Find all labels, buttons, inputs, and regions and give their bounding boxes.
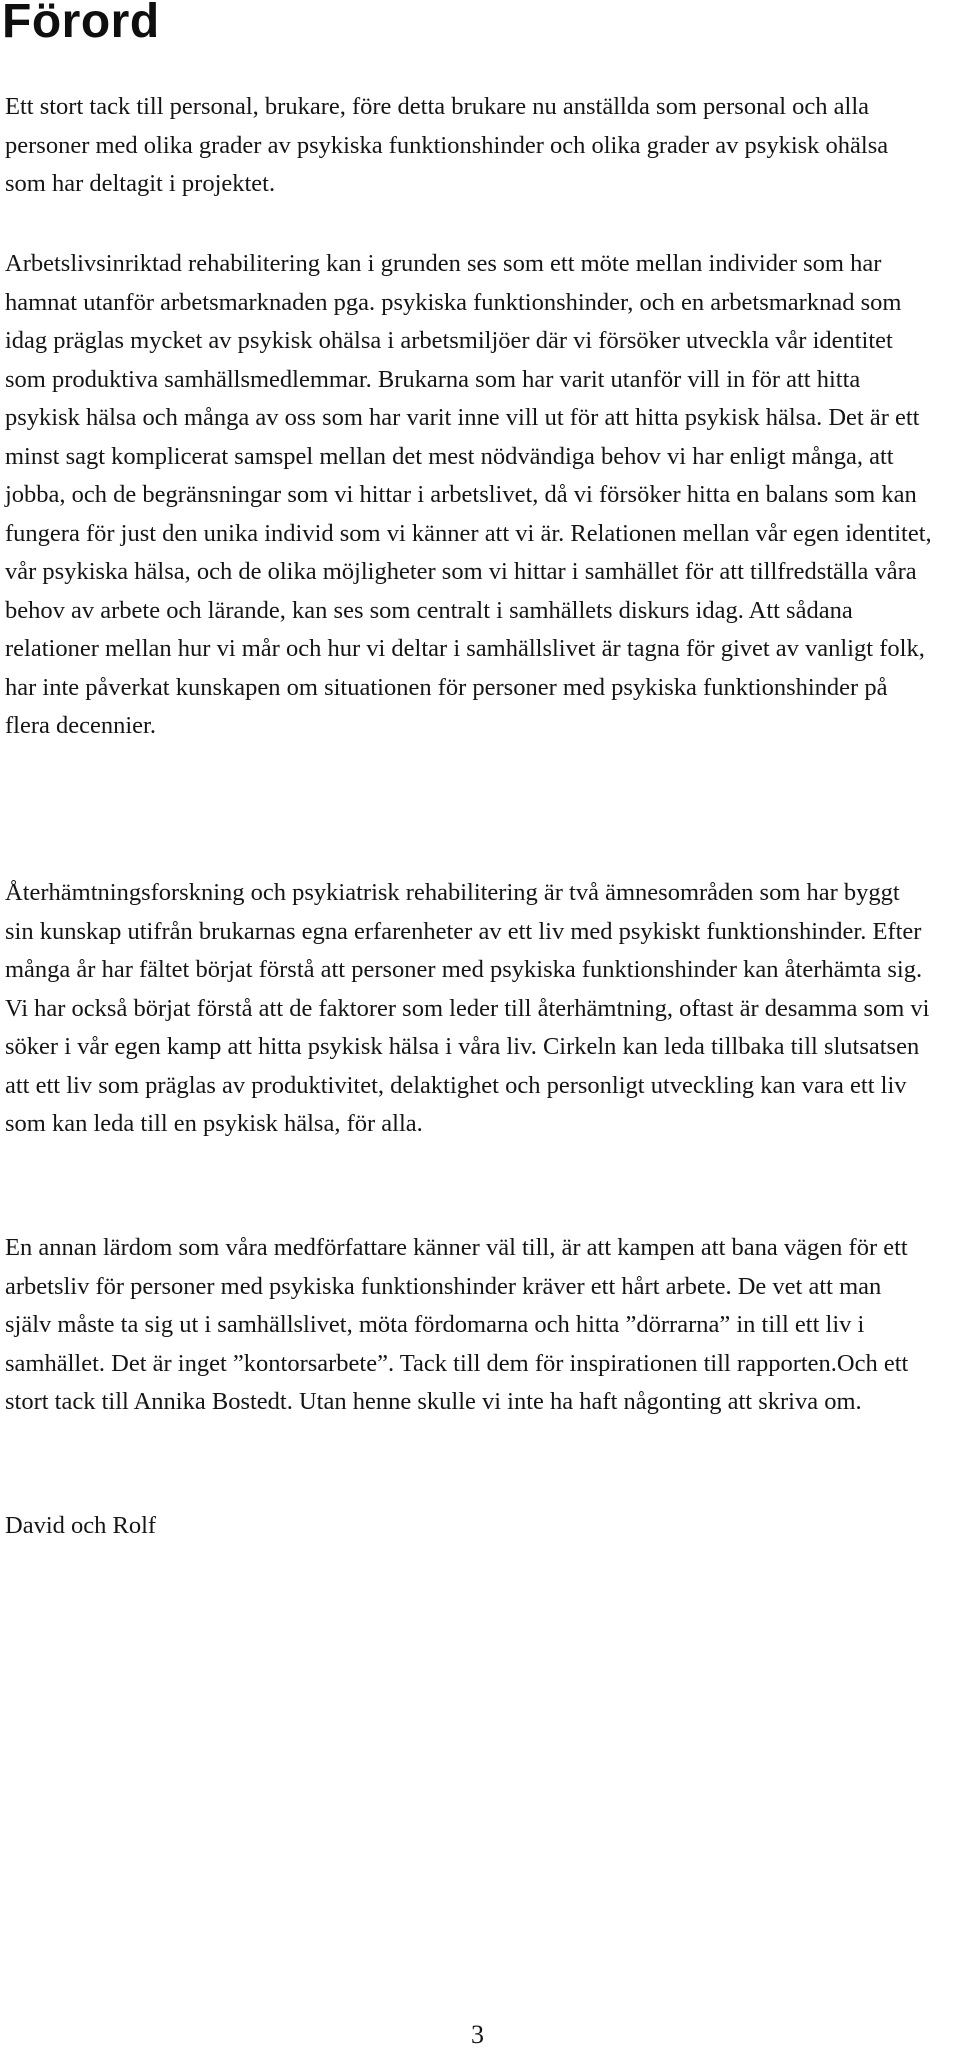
paragraph-acknowledgement: Ett stort tack till personal, brukare, före detta brukare nu anställda som personal och alla personer med olika grader av psykiska funktionshinder och olika grader av psykisk ohälsa som har deltagit i projektet. xyxy=(5,93,889,197)
page-title: Förord xyxy=(2,0,160,48)
paragraph-lessons: En annan lärdom som våra medförfattare känner väl till, är att kampen att bana vägen för ett arbetsliv för personer med psykiska funktionshinder kräver ett hårt arbete. De vet att man själv måste ta sig ut i samhällslivet, möta fördomarna och hitta ”dörrarna” in till ett liv i samhället. Det är inget ”kontorsarbete”. Tack till dem för inspirationen till rapporten.Och ett stort tack till Annika Bostedt. Utan henne skulle vi inte ha haft någonting att skriva om. xyxy=(5,1234,909,1415)
signature: David och Rolf xyxy=(5,1512,157,1539)
paragraph-rehabilitation: Arbetslivsinriktad rehabilitering kan i grunden ses som ett möte mellan individer som har hamnat utanför arbetsmarknaden pga. psykiska funktionshinder, och en arbetsmarknad som idag präglas mycket av psykisk ohälsa i arbetsmiljöer där vi försöker utveckla vår identitet som produktiva samhällsmedlemmar. Brukarna som har varit utanför vill in för att hitta psykisk hälsa och många av oss som har varit inne vill ut för att hitta psykisk hälsa. Det är ett minst sagt komplicerat samspel mellan det mest nödvändiga behov vi har enligt många, att jobba, och de begränsningar som vi hittar i arbetslivet, då vi försöker hitta en balans som kan fungera för just den unika individ som vi känner att vi är. Relationen mellan vår egen identitet, vår psykiska hälsa, och de olika möjligheter som vi hittar i samhället för att tillfredställa våra behov av arbete och lärande, kan ses som centralt i samhällets diskurs idag. Att sådana relationer mellan hur vi mår och hur vi deltar i samhällslivet är tagna för givet av vanligt folk, har inte påverkat kunskapen om situationen för personer med psykiska funktionshinder på flera decennier. xyxy=(5,250,932,739)
paragraph-recovery-research: Återhämtningsforskning och psykiatrisk rehabilitering är två ämnesområden som har byggt sin kunskap utifrån brukarnas egna erfarenheter av ett liv med psykiskt funktionshinder. Efter många år har fältet börjat förstå att personer med psykiska funktionshinder kan återhämta sig. Vi har också börjat förstå att de faktorer som leder till återhämtning, oftast är desamma som vi söker i vår egen kamp att hitta psykisk hälsa i våra liv. Cirkeln kan leda tillbaka till slutsatsen att ett liv som präglas av produktivitet, delaktighet och personligt utveckling kan vara ett liv som kan leda till en psykisk hälsa, för alla. xyxy=(5,879,930,1137)
page-number: 3 xyxy=(471,2020,484,2049)
